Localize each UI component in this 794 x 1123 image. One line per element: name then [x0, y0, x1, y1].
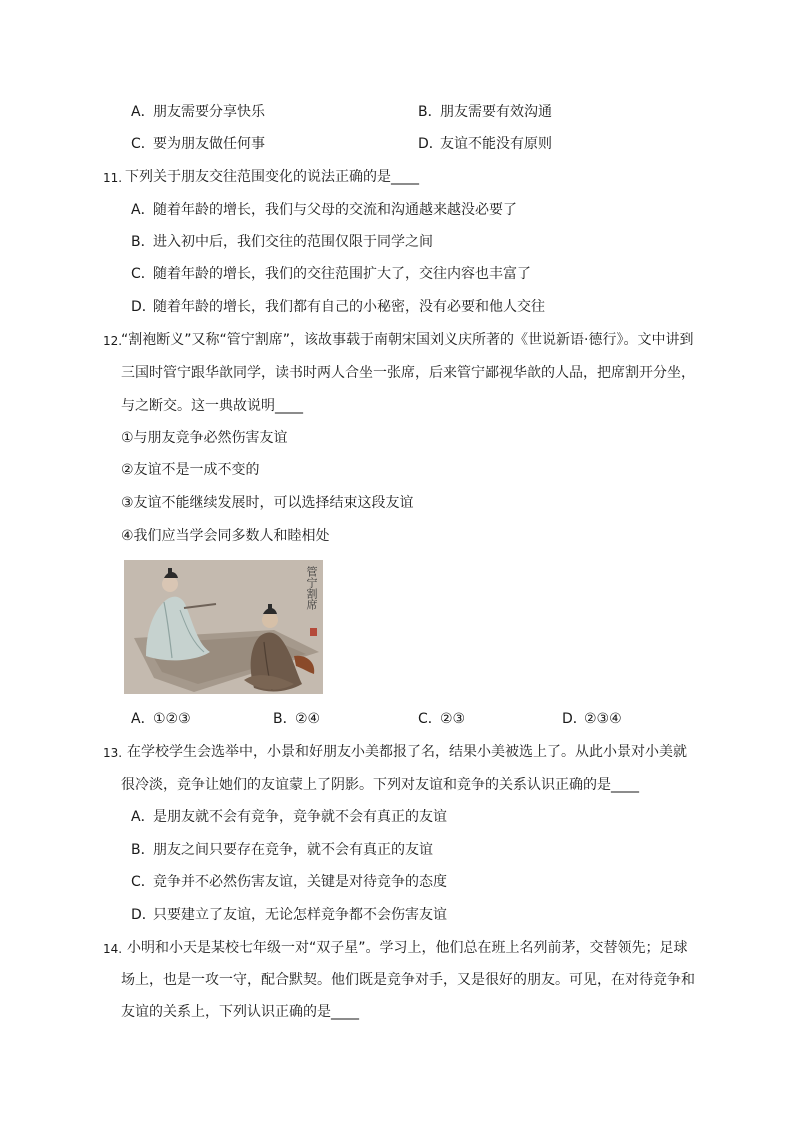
option-letter: D． — [131, 299, 156, 315]
option-letter: D． — [131, 907, 156, 923]
option-letter: B． — [131, 234, 155, 250]
option-text: 朋友需要分享快乐 — [153, 104, 265, 120]
q11-option-a[interactable] — [131, 200, 517, 220]
option-text: 随着年龄的增长，我们的交往范围扩大了，交往内容也丰富了 — [153, 266, 531, 282]
option-text: ②③ — [440, 711, 466, 727]
option-text: 随着年龄的增长，我们都有自己的小秘密，没有必要和他人交往 — [153, 299, 545, 315]
q12-statement-1: ①与朋友竞争必然伤害友谊 — [121, 430, 288, 446]
option-text: 友谊不能没有原则 — [440, 136, 552, 152]
q13-option-c[interactable] — [131, 872, 447, 892]
q12-number: 12. — [103, 334, 123, 348]
option-letter: B． — [418, 104, 442, 120]
q10-option-b[interactable] — [418, 102, 552, 122]
q11-option-d[interactable] — [131, 297, 545, 317]
q11-option-b[interactable] — [131, 232, 433, 252]
option-text: ①②③ — [153, 711, 191, 727]
option-text: 进入初中后，我们交往的范围仅限于同学之间 — [153, 234, 433, 250]
q14-stem-line-1: 小明和小天是某校七年级一对“双子星”。学习上，他们总在班上名列前茅，交替领先；足球 — [127, 940, 688, 956]
q13-option-a[interactable] — [131, 807, 447, 827]
q13-stem-line-2: 很冷淡，竞争让她们的友谊蒙上了阴影。下列对友谊和竞争的关系认识正确的是____ — [121, 777, 639, 793]
option-letter: C． — [418, 711, 442, 727]
option-text: 随着年龄的增长，我们与父母的交流和沟通越来越没必要了 — [153, 202, 517, 218]
painting-inscription: 管宁割席 — [305, 566, 318, 610]
q11-option-c[interactable] — [131, 264, 531, 284]
option-letter: D． — [418, 136, 443, 152]
option-letter: B． — [131, 842, 155, 858]
q12-statement-3: ③友谊不能继续发展时，可以选择结束这段友谊 — [121, 495, 414, 511]
seal-stamp-icon — [310, 628, 317, 636]
option-text: 要为朋友做任何事 — [153, 136, 265, 152]
option-text: 是朋友就不会有竞争，竞争就不会有真正的友谊 — [153, 809, 447, 825]
option-letter: D． — [562, 711, 587, 727]
option-letter: A． — [131, 809, 155, 825]
q12-stem-line-3: 与之断交。这一典故说明____ — [121, 398, 303, 414]
q11-number: 11. — [103, 171, 123, 185]
guanning-painting — [124, 560, 323, 694]
q14-stem-line-3: 友谊的关系上，下列认识正确的是____ — [121, 1004, 359, 1020]
q13-option-d[interactable] — [131, 905, 447, 925]
q11-stem: 下列关于朋友交往范围变化的说法正确的是____ — [125, 169, 419, 185]
option-letter: C． — [131, 874, 155, 890]
option-text: ②④ — [295, 711, 321, 727]
q14-number: 14. — [103, 942, 123, 956]
q12-stem-line-1: “割袍断义”又称“管宁割席”，该故事载于南朝宋国刘义庆所著的《世说新语·德行》。文中讲到 — [121, 332, 694, 348]
option-text: 只要建立了友谊，无论怎样竞争都不会伤害友谊 — [153, 907, 447, 923]
option-letter: C． — [131, 266, 155, 282]
q12-option-a[interactable] — [131, 709, 191, 729]
q12-statement-4: ④我们应当学会同多数人和睦相处 — [121, 528, 330, 544]
option-text: 竞争并不必然伤害友谊，关键是对待竞争的态度 — [153, 874, 447, 890]
q10-option-d[interactable] — [418, 134, 552, 154]
option-letter: B． — [273, 711, 297, 727]
option-letter: A． — [131, 104, 155, 120]
option-text: 朋友之间只要存在竞争，就不会有真正的友谊 — [153, 842, 433, 858]
q10-option-c[interactable] — [131, 134, 265, 154]
q12-option-b[interactable] — [273, 709, 320, 729]
option-letter: C． — [131, 136, 155, 152]
q12-stem-line-2: 三国时管宁跟华歆同学，读书时两人合坐一张席，后来管宁鄙视华歆的人品，把席割开分坐， — [121, 365, 695, 381]
option-text: 朋友需要有效沟通 — [440, 104, 552, 120]
q14-stem-line-2: 场上，也是一攻一守，配合默契。他们既是竞争对手，又是很好的朋友。可见，在对待竞争和 — [121, 972, 695, 988]
option-letter: A． — [131, 711, 155, 727]
q12-option-c[interactable] — [418, 709, 465, 729]
q12-statement-2: ②友谊不是一成不变的 — [121, 462, 260, 478]
q12-option-d[interactable] — [562, 709, 622, 729]
q13-option-b[interactable] — [131, 840, 433, 860]
q13-number: 13. — [103, 746, 123, 760]
painting-svg — [124, 560, 323, 694]
q13-stem-line-1: 在学校学生会选举中，小景和好朋友小美都报了名，结果小美被选上了。从此小景对小美就 — [127, 744, 687, 760]
option-text: ②③④ — [584, 711, 622, 727]
q10-option-a[interactable] — [131, 102, 265, 122]
option-letter: A． — [131, 202, 155, 218]
